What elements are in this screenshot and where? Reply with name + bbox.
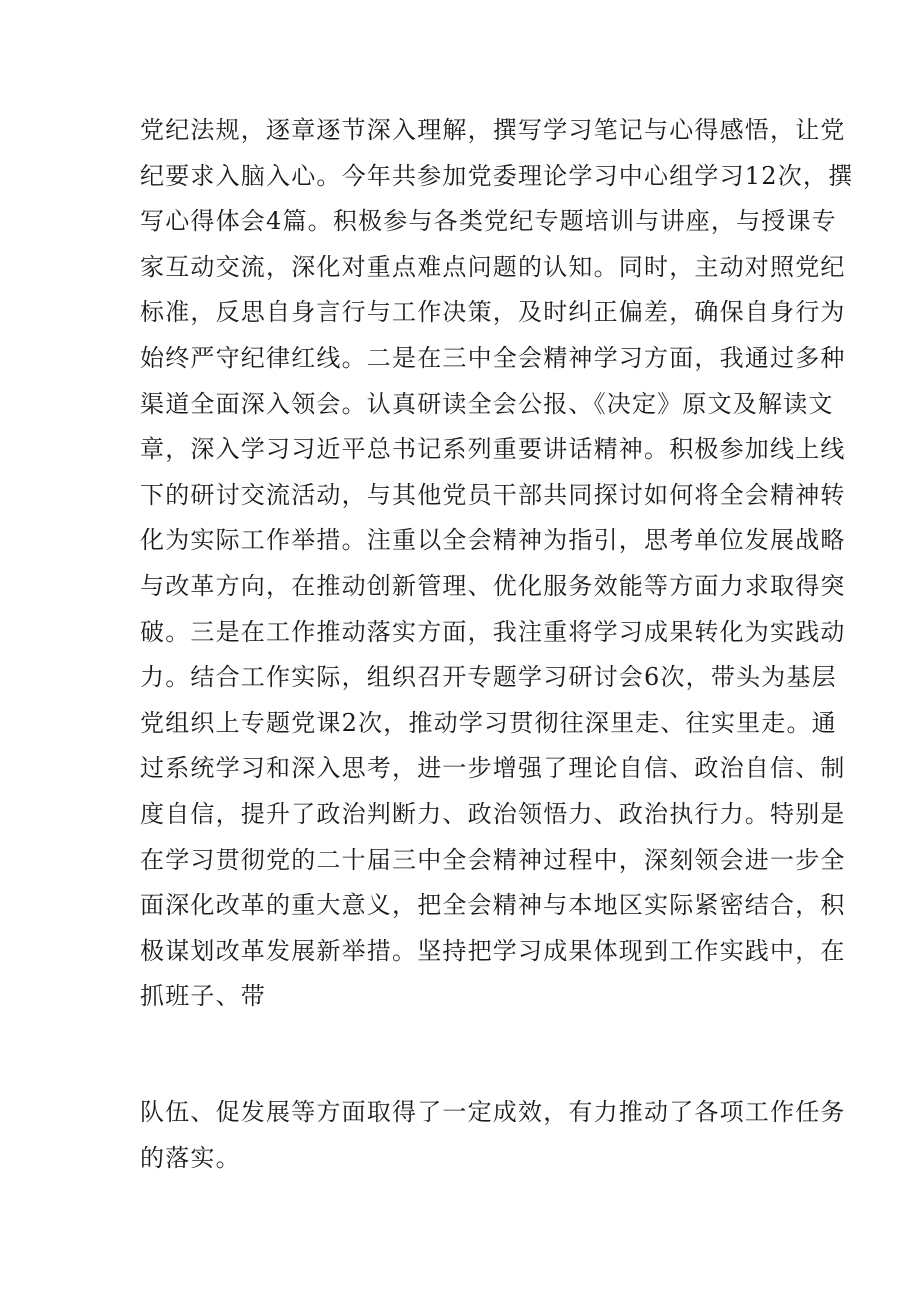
text-line: 与改革方向，在推动创新管理、优化服务效能等方面力求取得突 — [140, 571, 846, 600]
text-line: 极谋划改革发展新举措。坚持把学习成果体现到工作实践中，在 — [140, 936, 846, 965]
text-line: 党纪法规，逐章逐节深入理解，撰写学习笔记与心得感悟，让党 — [140, 116, 846, 144]
continued-paragraph — [140, 1090, 846, 1181]
text-line: 抓班子、带 — [140, 982, 266, 1011]
text-line: 队伍、促发展等方面取得了一定成效，有力推动了各项工作任务 — [140, 1098, 846, 1126]
text-line: 度自信，提升了政治判断力、政治领悟力、政治执行力。特别是 — [140, 799, 846, 828]
body-paragraph — [140, 108, 854, 1020]
text-line: 标准，反思自身言行与工作决策，及时纠正偏差，确保自身行为 — [140, 298, 846, 327]
text-line: 力。结合工作实际，组织召开专题学习研讨会6次，带头为基层 — [140, 663, 837, 692]
text-line: 在学习贯彻党的二十届三中全会精神过程中，深刻领会进一步全 — [140, 845, 846, 874]
text-line: 过系统学习和深入思考，进一步增强了理论自信、政治自信、制 — [140, 754, 846, 783]
text-line: 始终严守纪律红线。二是在三中全会精神学习方面，我通过多种 — [140, 343, 846, 372]
text-line: 写心得体会4篇。积极参与各类党纪专题培训与讲座，与授课专 — [140, 207, 837, 236]
text-line: 党组织上专题党课2次，推动学习贯彻往深里走、往实里走。通 — [140, 708, 837, 737]
text-line: 化为实际工作举措。注重以全会精神为指引，思考单位发展战略 — [140, 526, 846, 555]
text-line: 家互动交流，深化对重点难点问题的认知。同时，主动对照党纪 — [140, 252, 846, 281]
text-line: 章，深入学习习近平总书记系列重要讲话精神。积极参加线上线 — [140, 435, 846, 464]
text-line: 纪要求入脑入心。今年共参加党委理论学习中心组学习12次，撰 — [140, 161, 854, 190]
text-line: 下的研讨交流活动，与其他党员干部共同探讨如何将全会精神转 — [140, 480, 846, 509]
text-line: 的落实。 — [140, 1143, 241, 1172]
text-line: 渠道全面深入领会。认真研读全会公报、《决定》原文及解读文 — [140, 389, 834, 418]
text-line: 面深化改革的重大意义，把全会精神与本地区实际紧密结合，积 — [140, 891, 846, 920]
text-line: 破。三是在工作推动落实方面，我注重将学习成果转化为实践动 — [140, 617, 846, 646]
